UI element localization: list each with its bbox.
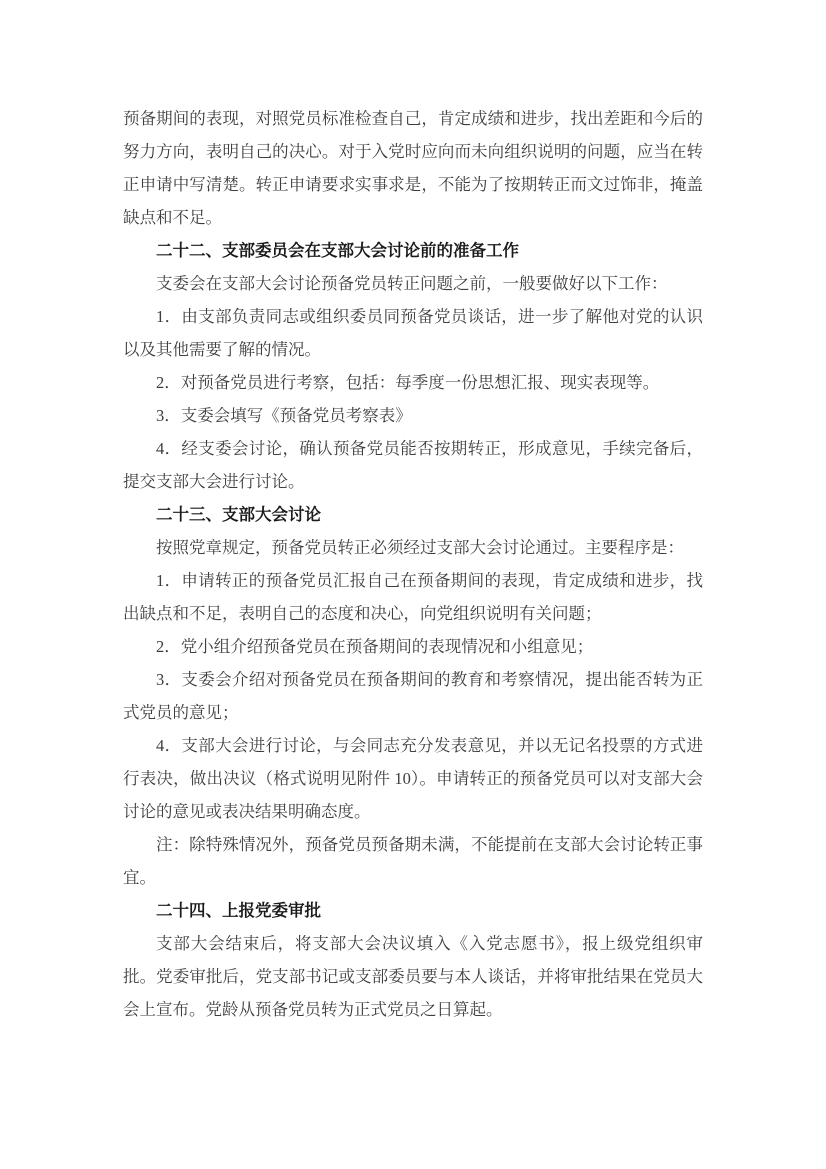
paragraph: 注：除特殊情况外，预备党员预备期未满，不能提前在支部大会讨论转正事宜。 <box>123 835 703 887</box>
paragraph: 4．经支委会讨论，确认预备党员能否按期转正，形成意见，手续完备后，提交支部大会进行讨论。 <box>123 439 703 491</box>
paragraph: 3．支委会介绍对预备党员在预备期间的教育和考察情况，提出能否转为正式党员的意见； <box>123 670 703 722</box>
paragraph: 2．党小组介绍预备党员在预备期间的表现情况和小组意见； <box>156 637 594 656</box>
section-heading: 二十三、支部大会讨论 <box>156 505 321 524</box>
paragraph: 按照党章规定，预备党员转正必须经过支部大会讨论通过。主要程序是： <box>156 538 684 557</box>
paragraph: 1．由支部负责同志或组织委员同预备党员谈话，进一步了解他对党的认识以及其他需要了解的情况。 <box>123 307 703 359</box>
paragraph: 支委会在支部大会讨论预备党员转正问题之前，一般要做好以下工作： <box>156 274 668 293</box>
paragraph: 4．支部大会进行讨论，与会同志充分发表意见，并以无记名投票的方式进行表决，做出决议（格式说明见附件 10）。申请转正的预备党员可以对支部大会讨论的意见或表决结果明确态度。 <box>123 736 703 821</box>
paragraph: 预备期间的表现，对照党员标准检查自己，肯定成绩和进步，找出差距和今后的努力方向，表明自己的决心。对于入党时应向而未向组织说明的问题，应当在转正申请中写清楚。转正申请要求实事求是，不能为了按期转正而文过饰非，掩盖缺点和不足。 <box>123 109 703 227</box>
section-heading: 二十二、支部委员会在支部大会讨论前的准备工作 <box>156 241 519 260</box>
paragraph: 1．申请转正的预备党员汇报自己在预备期间的表现，肯定成绩和进步，找出缺点和不足，表明自己的态度和决心，向党组织说明有关问题； <box>123 571 703 623</box>
paragraph: 2．对预备党员进行考察，包括：每季度一份思想汇报、现实表现等。 <box>156 373 660 392</box>
paragraph: 支部大会结束后，将支部大会决议填入《入党志愿书》，报上级党组织审批。党委审批后，党支部书记或支部委员要与本人谈话，并将审批结果在党员大会上宣布。党龄从预备党员转为正式党员之日算起。 <box>123 934 703 1019</box>
section-heading: 二十四、上报党委审批 <box>156 901 321 920</box>
document-content <box>123 102 703 1026</box>
paragraph: 3．支委会填写《预备党员考察表》 <box>156 406 412 425</box>
